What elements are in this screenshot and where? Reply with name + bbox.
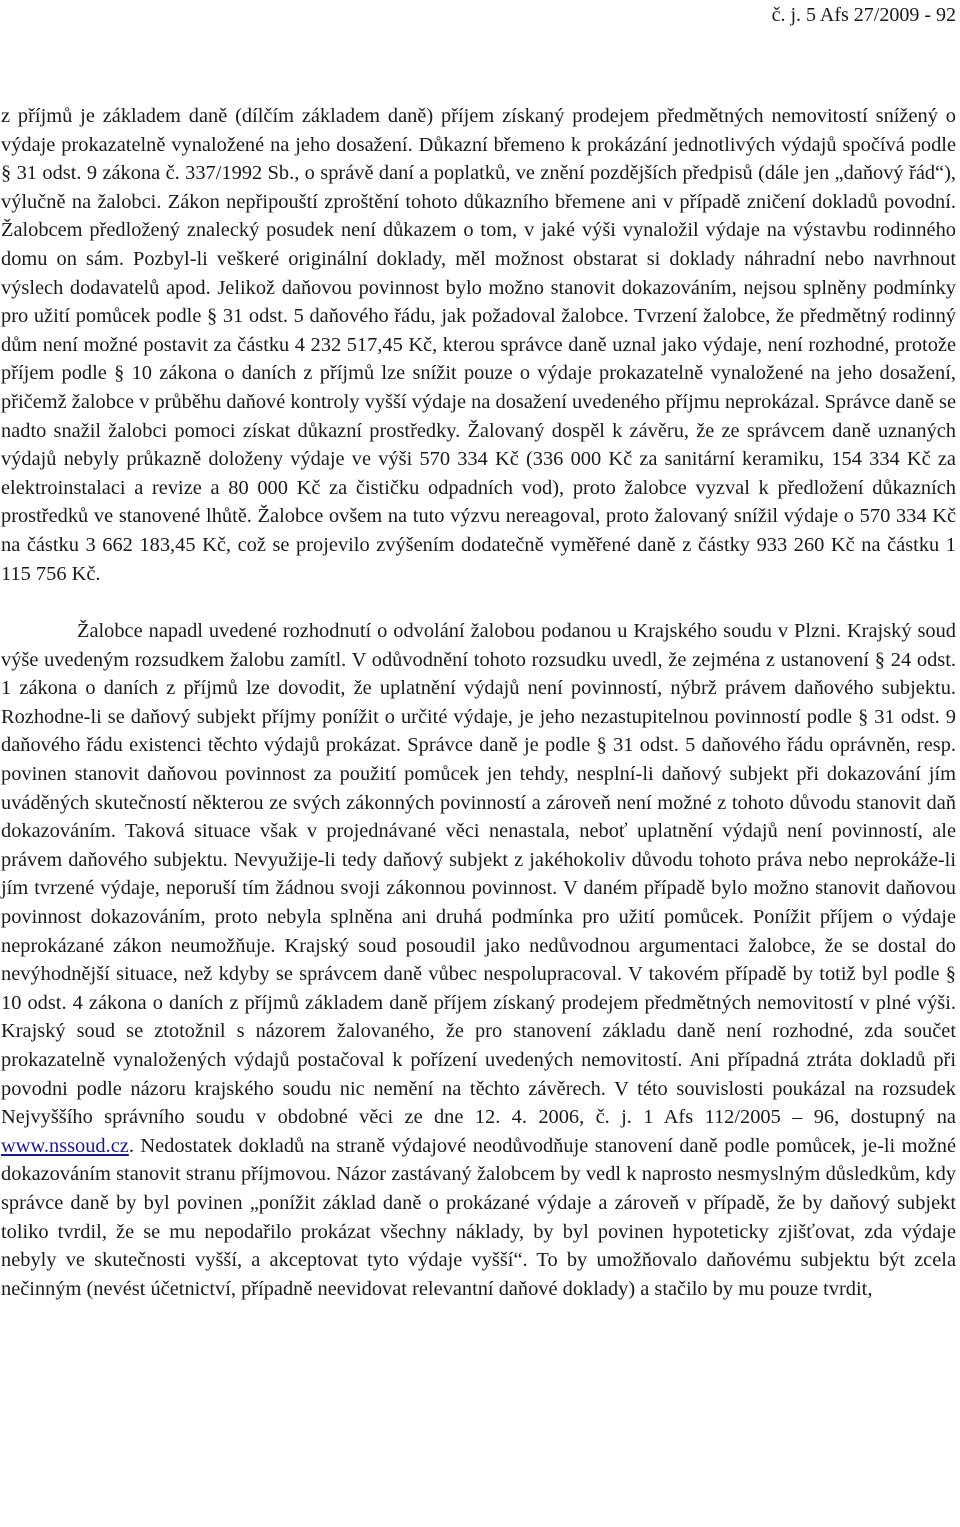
document-body (1, 102, 956, 1303)
paragraph-2-text-after-link: . Nedostatek dokladů na straně výdajové neodůvodňuje stanovení daně podle pomůcek, je-li možné dokazováním stanovit stranu příjmovou. Názor zastávaný žalobcem by vedl k naprosto nesmyslným důsledkům, kdy správce daně by byl povinen „ponížit základ daně o prokázané výdaje a zároveň v případě, že by daňový subjekt toliko tvrdil, že se mu nepodařilo prokázat všechny náklady, by byl povinen hypoteticky zjišťovat, zda výdaje nebyly ve skutečnosti vyšší, a akceptovat tyto výdaje vyšší“. To by umožňovalo daňovému subjektu být zcela nečinným (nevést účetnictví, případně neevidovat relevantní daňové doklady) a stačilo by mu pouze tvrdit, (1, 1134, 956, 1300)
nssoud-link[interactable]: www.nssoud.cz (1, 1134, 129, 1157)
paragraph-1: z příjmů je základem daně (dílčím základem daně) příjem získaný prodejem předmětných nemovitostí snížený o výdaje prokazatelně vynaložené na jeho dosažení. Důkazní břemeno k prokázání jednotlivých výdajů spočívá podle § 31 odst. 9 zákona č. 337/1992 Sb., o správě daní a poplatků, ve znění pozdějších předpisů (dále jen „daňový řád“), výlučně na žalobci. Zákon nepřipouští zproštění tohoto důkazního břemene ani v případě zničení dokladů povodní. Žalobcem předložený znalecký posudek není důkazem o tom, v jaké výši vynaložil výdaje na výstavbu rodinného domu on sám. Pozbyl-li veškeré originální doklady, měl možnost obstarat si doklady náhradní nebo navrhnout výslech dodavatelů apod. Jelikož daňovou povinnost bylo možno stanovit dokazováním, nejsou splněny podmínky pro užití pomůcek podle § 31 odst. 5 daňového řádu, jak požadoval žalobce. Tvrzení žalobce, že předmětný rodinný dům není možné postavit za částku 4 232 517,45 Kč, kterou správce daně uznal jako výdaje, není rozhodné, protože příjem podle § 10 zákona o daních z příjmů lze snížit pouze o výdaje prokazatelně vynaložené na jeho dosažení, přičemž žalobce v průběhu daňové kontroly vyšší výdaje na dosažení uvedeného příjmu neprokázal. Správce daně se nadto snažil žalobci pomoci získat důkazní prostředky. Žalovaný dospěl k závěru, že ze správcem daně uznaných výdajů nebyly průkazně doloženy výdaje ve výši 570 334 Kč (336 000 Kč za sanitární keramiku, 154 334 Kč za elektroinstalaci a revize a 80 000 Kč za čističku odpadních vod), proto žalobce vyzval k předložení důkazních prostředků ve stanovené lhůtě. Žalobce ovšem na tuto výzvu nereagoval, proto žalovaný snížil výdaje o 570 334 Kč na částku 3 662 183,45 Kč, což se projevilo zvýšením dodatečně vyměřené daně z částky 933 260 Kč na částku 1 115 756 Kč. (1, 105, 956, 585)
case-reference-header: č. j. 5 Afs 27/2009 - 92 (771, 4, 956, 26)
paragraph-spacer (1, 588, 956, 617)
paragraph-2-text-before-link: Žalobce napadl uvedené rozhodnutí o odvolání žalobou podanou u Krajského soudu v Plzni. Krajský soud výše uvedeným rozsudkem žalobu zamítl. V odůvodnění tohoto rozsudku uvedl, že zejména z ustanovení § 24 odst. 1 zákona o daních z příjmů lze dovodit, že uplatnění výdajů není povinností, nýbrž právem daňového subjektu. Rozhodne-li se daňový subjekt příjmy ponížit o určité výdaje, je jeho nezastupitelnou povinností podle § 31 odst. 9 daňového řádu existenci těchto výdajů prokázat. Správce daně je podle § 31 odst. 5 daňového řádu oprávněn, resp. povinen stanovit daňovou povinnost za použití pomůcek jen tehdy, nesplní-li daňový subjekt při dokazování jím uváděných skutečností některou ze svých zákonných povinností a zároveň není možné z tohoto důvodu stanovit daň dokazováním. Taková situace však v projednávané věci nenastala, neboť uplatnění výdajů není povinností, ale právem daňového subjektu. Nevyužije-li tedy daňový subjekt z jakéhokoliv důvodu tohoto práva nebo neprokáže-li jím tvrzené výdaje, neporuší tím žádnou svoji zákonnou povinnost. V daném případě bylo možno stanovit daňovou povinnost dokazováním, proto nebyla splněna ani druhá podmínka pro užití pomůcek. Ponížit příjem o výdaje neprokázané zákon neumožňuje. Krajský soud posoudil jako nedůvodnou argumentaci žalobce, že se dostal do nevýhodnější situace, než kdyby se správcem daně vůbec nespolupracoval. V takovém případě by totiž byl podle § 10 odst. 4 zákona o daních z příjmů základem daně příjem získaný prodejem předmětných nemovitostí v plné výši. Krajský soud se ztotožnil s názorem žalovaného, že pro stanovení základu daně není rozhodné, zda součet prokazatelně vynaložených výdajů postačoval k pořízení uvedených nemovitostí. Ani případná ztráta dokladů při povodni podle názoru krajského soudu nic nemění na těchto závěrech. V této souvislosti poukázal na rozsudek Nejvyššího správního soudu v obdobné věci ze dne 12. 4. 2006, č. j. 1 Afs 112/2005 – 96, dostupný na (1, 620, 956, 1129)
paragraph-2 (1, 617, 956, 1303)
